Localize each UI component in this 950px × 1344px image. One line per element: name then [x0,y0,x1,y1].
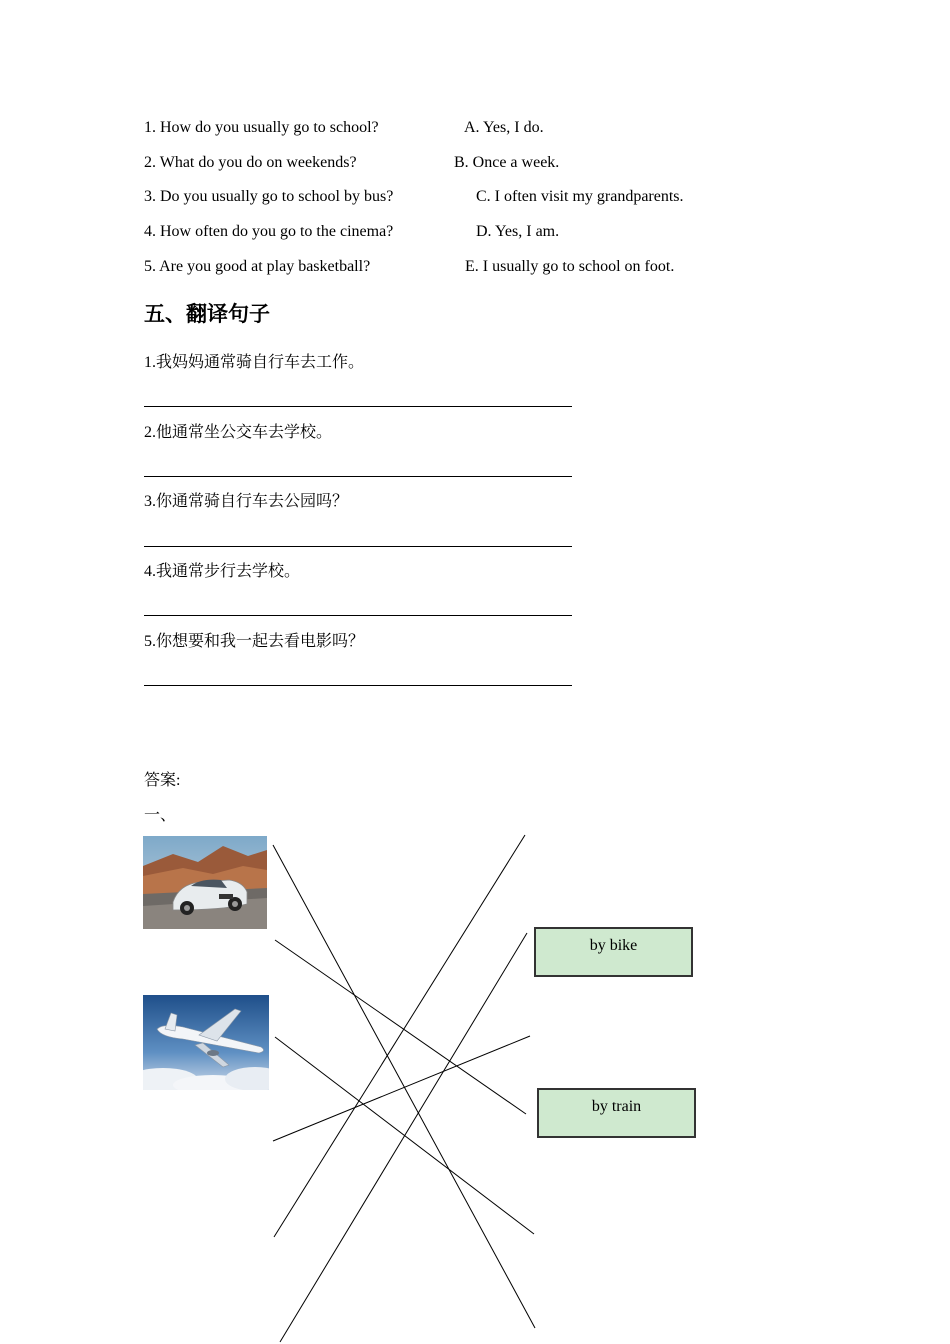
question-1: 1. How do you usually go to school? [144,119,379,136]
match-line [275,1037,534,1234]
car-illustration [143,836,267,929]
match-line [273,845,535,1328]
match-line [274,835,525,1237]
answer-line-3[interactable] [144,546,572,547]
sentence-3: 3.你通常骑自行车去公园吗？ [144,493,349,510]
question-5: 5. Are you good at play basketball? [144,258,371,275]
airplane-illustration [143,995,269,1090]
answer-line-5[interactable] [144,685,572,686]
sentence-5: 5.你想要和我一起去看电影吗？ [144,633,365,650]
answer-line-2[interactable] [144,476,572,477]
label-box-by-bike: by bike [534,927,693,977]
answer-b: B. Once a week. [454,154,560,171]
match-line [280,933,527,1342]
airplane-picture [143,995,269,1090]
question-4: 4. How often do you go to the cinema? [144,223,394,240]
sentence-4: 4.我通常步行去学校。 [144,563,301,580]
answers-label: 答案: [144,772,181,789]
answer-line-4[interactable] [144,615,572,616]
question-2: 2. What do you do on weekends? [144,154,357,171]
answer-c: C. I often visit my grandparents. [476,188,684,205]
answer-line-1[interactable] [144,406,572,407]
sentence-2: 2.他通常坐公交车去学校。 [144,424,333,441]
label-box-by-train: by train [537,1088,696,1138]
question-3: 3. Do you usually go to school by bus? [144,188,394,205]
car-picture [143,836,267,929]
section-heading-translate: 五、翻译句子 [144,302,270,326]
sentence-1: 1.我妈妈通常骑自行车去工作。 [144,354,365,371]
match-line [273,1036,530,1141]
match-line [275,940,526,1114]
answer-a: A. Yes, I do. [464,119,544,136]
answer-d: D. Yes, I am. [476,223,560,240]
answers-part-1-label: 一、 [144,807,177,824]
answer-e: E. I usually go to school on foot. [465,258,675,275]
